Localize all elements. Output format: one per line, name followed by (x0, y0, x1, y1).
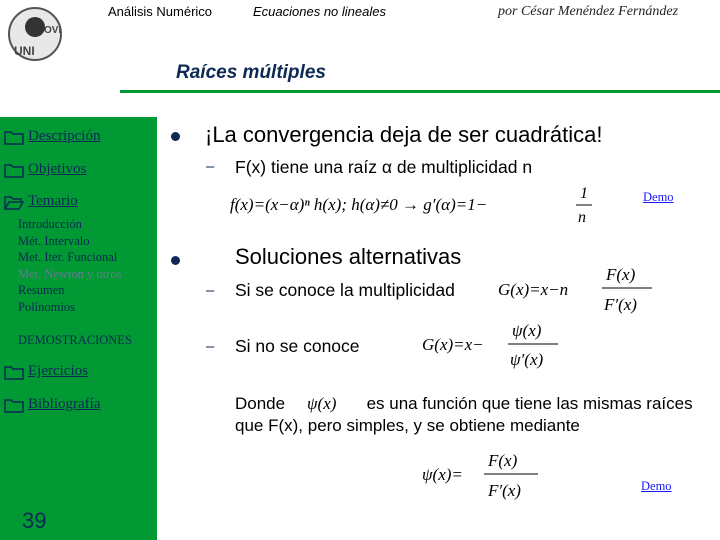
demo-button-1[interactable]: Demo (643, 190, 674, 204)
temario-item-resumen[interactable]: Resumen (18, 283, 65, 297)
folder-icon (4, 397, 24, 413)
header-topic: Ecuaciones no lineales (253, 4, 386, 19)
temario-item-polinomios[interactable]: Polinomios (18, 299, 75, 314)
svg-text:OVI: OVI (44, 25, 62, 36)
svg-text:F′(x): F′(x) (604, 295, 637, 314)
svg-text:ψ(x): ψ(x) (512, 321, 542, 340)
open-folder-icon (4, 194, 24, 210)
folder-icon (4, 129, 24, 145)
page-number: 39 (22, 508, 47, 533)
dash-marker: – (206, 338, 215, 355)
svg-text:ψ′(x): ψ′(x) (510, 350, 544, 369)
svg-text:1: 1 (580, 185, 588, 202)
svg-text:F(x): F(x) (606, 265, 636, 284)
equation-psi-definition (420, 446, 550, 506)
nav-ejercicios-label: Ejercicios (28, 363, 88, 379)
nav-objetivos[interactable] (4, 161, 86, 178)
bullet-soluciones: Soluciones alternativas (235, 244, 462, 269)
donde-paragraph (235, 393, 695, 437)
page-title: Raíces múltiples (176, 62, 326, 83)
sub-conoce-multiplicidad: Si se conoce la multiplicidad (235, 280, 455, 300)
nav-temario[interactable] (4, 193, 78, 210)
svg-text:ψ(x)=: ψ(x)= (422, 465, 463, 484)
bullet-convergencia: ¡La convergencia deja de ser cuadrática! (205, 122, 603, 147)
equation-psi-inline (305, 389, 365, 415)
nav-descripcion[interactable] (4, 128, 100, 145)
nav-objetivos-label: Objetivos (28, 161, 87, 177)
donde-description: es una función que tiene las mismas raíces que F(x), pero simples, y se obtiene mediante (235, 394, 693, 435)
svg-text:G(x)=x−: G(x)=x− (422, 335, 484, 354)
title-divider (120, 90, 720, 93)
nav-bibliografia[interactable] (4, 396, 100, 413)
svg-text:F(x): F(x) (488, 451, 518, 470)
temario-item-introduccion[interactable]: Introducción (18, 217, 82, 231)
bullet-dot (171, 256, 180, 265)
temario-item-intervalo[interactable]: Mét. Intervalo (18, 233, 90, 248)
nav-temario-label: Temario (28, 193, 78, 209)
dash-marker: – (206, 158, 215, 175)
svg-text:n: n (578, 209, 586, 226)
svg-text:f(x)=(x−α)ⁿ h(x); h(α)≠0 → g′(: f(x)=(x−α)ⁿ h(x); h(α)≠0 → g′(α)=1− (230, 195, 488, 214)
nav-descripcion-label: Descripción (28, 128, 101, 144)
svg-text:UNI: UNI (14, 44, 35, 58)
nav-ejercicios[interactable] (4, 363, 88, 380)
header-author: por César Menéndez Fernández (498, 4, 679, 19)
svg-text:ψ(x): ψ(x) (307, 394, 337, 413)
equation-multiplicity (228, 178, 603, 226)
sub-raiz-text: F(x) tiene una raíz α de multiplicidad n (235, 157, 533, 177)
demo-button-2[interactable]: Demo (641, 479, 672, 493)
bullet-dot (171, 132, 180, 141)
folder-icon (4, 364, 24, 380)
equation-newton-modified (496, 260, 686, 318)
sidebar (0, 117, 157, 540)
temario-list (18, 216, 121, 315)
svg-text:G(x)=x−n: G(x)=x−n (498, 280, 569, 299)
svg-text:F′(x): F′(x) (488, 481, 521, 500)
equation-psi-newton (420, 316, 570, 374)
nav-demostraciones[interactable]: DEMOSTRACIONES (18, 333, 132, 347)
folder-icon (4, 162, 24, 178)
nav-bibliografia-label: Bibliografía (28, 396, 101, 412)
donde-label: Donde (235, 394, 286, 413)
temario-item-iter-funcional[interactable]: Met. Iter. Funcional (18, 250, 118, 264)
sub-no-conoce: Si no se conoce (235, 336, 360, 356)
dash-marker: – (206, 282, 215, 299)
uniovi-logo (6, 3, 64, 65)
temario-item-newton[interactable]: Met. Newton y otros (18, 266, 122, 281)
header-course: Análisis Numérico (108, 4, 213, 19)
sub-raiz-multiplicidad (235, 157, 532, 178)
